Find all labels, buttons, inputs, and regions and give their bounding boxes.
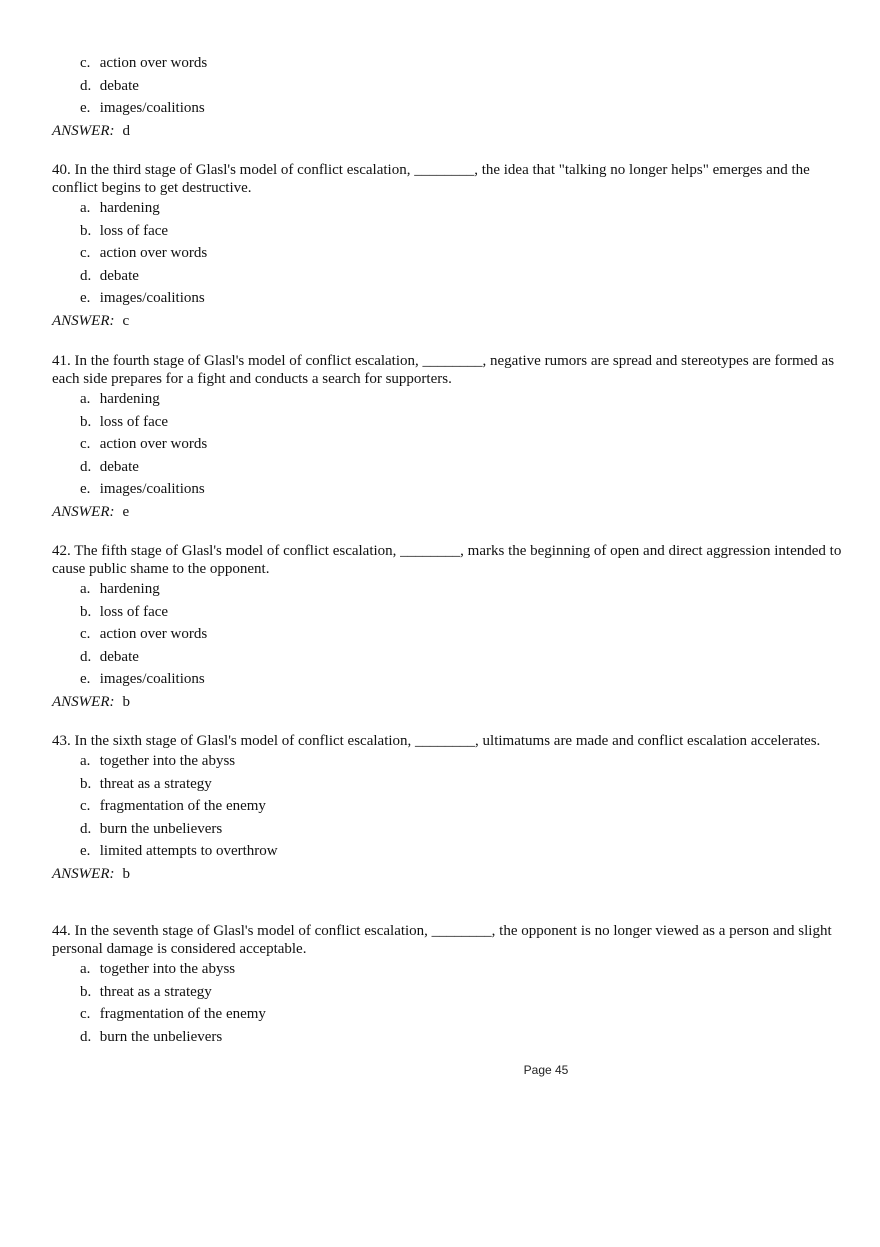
option-d: d. debate [80, 648, 139, 665]
option-a: a. hardening [80, 581, 160, 597]
option-c: c. fragmentation of the enemy [80, 1006, 266, 1023]
option-a: a. hardening [80, 200, 160, 216]
option-a: a. together into the abyss [80, 961, 236, 977]
option-c: c. action over words [80, 436, 208, 453]
question-44 [52, 922, 842, 1050]
option-a: a. hardening [80, 391, 160, 407]
option-d: d. burn the unbelievers [80, 820, 223, 837]
option-a: a. together into the abyss [80, 753, 236, 769]
answer-line: ANSWER: e [52, 503, 130, 520]
option-e: e. images/coalitions [80, 290, 205, 307]
question-text: 42. The fifth stage of Glasl's model of conflict escalation, ________, marks the beginning of open and direct aggression intended to cause public shame to the opponent. [52, 543, 842, 577]
option-c: c. action over words [80, 55, 208, 71]
option-d: d. debate [80, 458, 139, 475]
question-41 [52, 352, 842, 521]
option-e: e. images/coalitions [80, 671, 205, 688]
question-43 [52, 732, 842, 883]
answer-line: ANSWER: d [52, 122, 130, 139]
option-d: d. debate [80, 77, 139, 94]
answer-line: ANSWER: c [52, 312, 130, 329]
option-e: e. limited attempts to overthrow [80, 843, 278, 860]
question-text: 40. In the third stage of Glasl's model of conflict escalation, ________, the idea that "talking no longer helps" emerges and the conflict begins to get destructive. [52, 162, 810, 196]
question-text: 41. In the fourth stage of Glasl's model of conflict escalation, ________, negative rumors are spread and stereotypes are formed as each side prepares for a fight and conducts a search for supporters. [52, 353, 835, 387]
option-b: b. threat as a strategy [80, 983, 212, 1000]
page-footer [0, 1061, 880, 1079]
question-42 [52, 542, 842, 711]
option-d: d. burn the unbelievers [80, 1028, 223, 1045]
option-c: c. fragmentation of the enemy [80, 798, 266, 815]
option-b: b. loss of face [80, 222, 169, 239]
answer-line: ANSWER: b [52, 865, 130, 882]
option-d: d. debate [80, 267, 139, 284]
option-b: b. loss of face [80, 603, 169, 620]
answer-line: ANSWER: b [52, 693, 130, 710]
option-e: e. images/coalitions [80, 481, 205, 498]
option-e: e. images/coalitions [80, 100, 205, 117]
question-40 [52, 161, 842, 330]
page-number: Page 45 [523, 1063, 569, 1077]
option-b: b. loss of face [80, 413, 169, 430]
option-b: b. threat as a strategy [80, 775, 212, 792]
option-c: c. action over words [80, 245, 208, 262]
question-text: 43. In the sixth stage of Glasl's model of conflict escalation, ________, ultimatums are made and conflict escalation accelerates. [52, 733, 821, 749]
question-39-continuation [52, 54, 842, 140]
question-text: 44. In the seventh stage of Glasl's model of conflict escalation, ________, the opponent is no longer viewed as a person and slight personal damage is considered acceptable. [52, 923, 832, 957]
option-c: c. action over words [80, 626, 208, 643]
